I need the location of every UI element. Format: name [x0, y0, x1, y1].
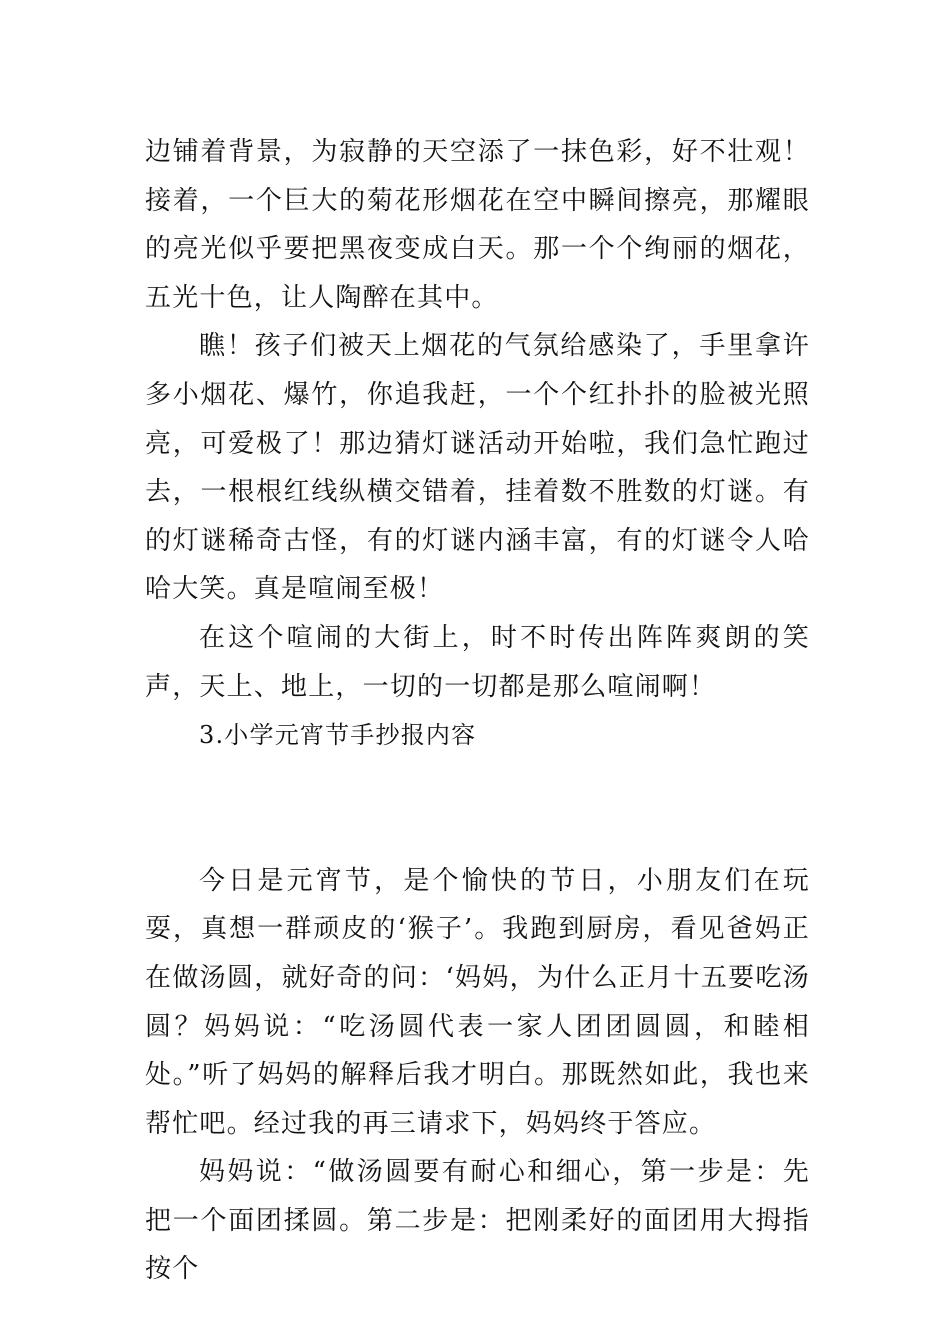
paragraph-mother-instructions: 妈妈说：“做汤圆要有耐心和细心，第一步是：先把一个面团揉圆。第二步是：把刚柔好的面团用大拇指按个 — [145, 1157, 810, 1285]
section-heading: 3.小学元宵节手抄报内容 — [199, 721, 477, 750]
document-body — [145, 128, 810, 1294]
paragraph-making-tangyuan: 今日是元宵节，是个愉快的节日，小朋友们在玩耍，真想一群顽皮的‘猴子’。我跑到厨房，看见爸妈正在做汤圆，就好奇的问：‘妈妈，为什么正月十五要吃汤圆？妈妈说：“吃汤圆代表一家人团团圆圆，和睦相处。”听了妈妈的解释后我才明白。那既然如此，我也来帮忙吧。经过我的再三请求下，妈妈终于答应。 — [145, 865, 810, 1139]
section-spacer — [145, 760, 810, 857]
paragraph-children-lantern-riddles: 瞧！孩子们被天上烟花的气氛给感染了，手里拿许多小烟花、爆竹，你追我赶，一个个红扑扑的脸被光照亮，可爱极了！那边猜灯谜活动开始啦，我们急忙跑过去，一根根红线纵横交错着，挂着数不胜数的灯谜。有的灯谜稀奇古怪，有的灯谜内涵丰富，有的灯谜令人哈哈大笑。真是喧闹至极！ — [145, 331, 810, 605]
paragraph-lively-street: 在这个喧闹的大街上，时不时传出阵阵爽朗的笑声，天上、地上，一切的一切都是那么喧闹啊！ — [145, 622, 810, 702]
paragraph-fireworks-sky: 边铺着背景，为寂静的天空添了一抹色彩，好不壮观！接着，一个巨大的菊花形烟花在空中瞬间擦亮，那耀眼的亮光似乎要把黑夜变成白天。那一个个绚丽的烟花，五光十色，让人陶醉在其中。 — [145, 137, 810, 313]
